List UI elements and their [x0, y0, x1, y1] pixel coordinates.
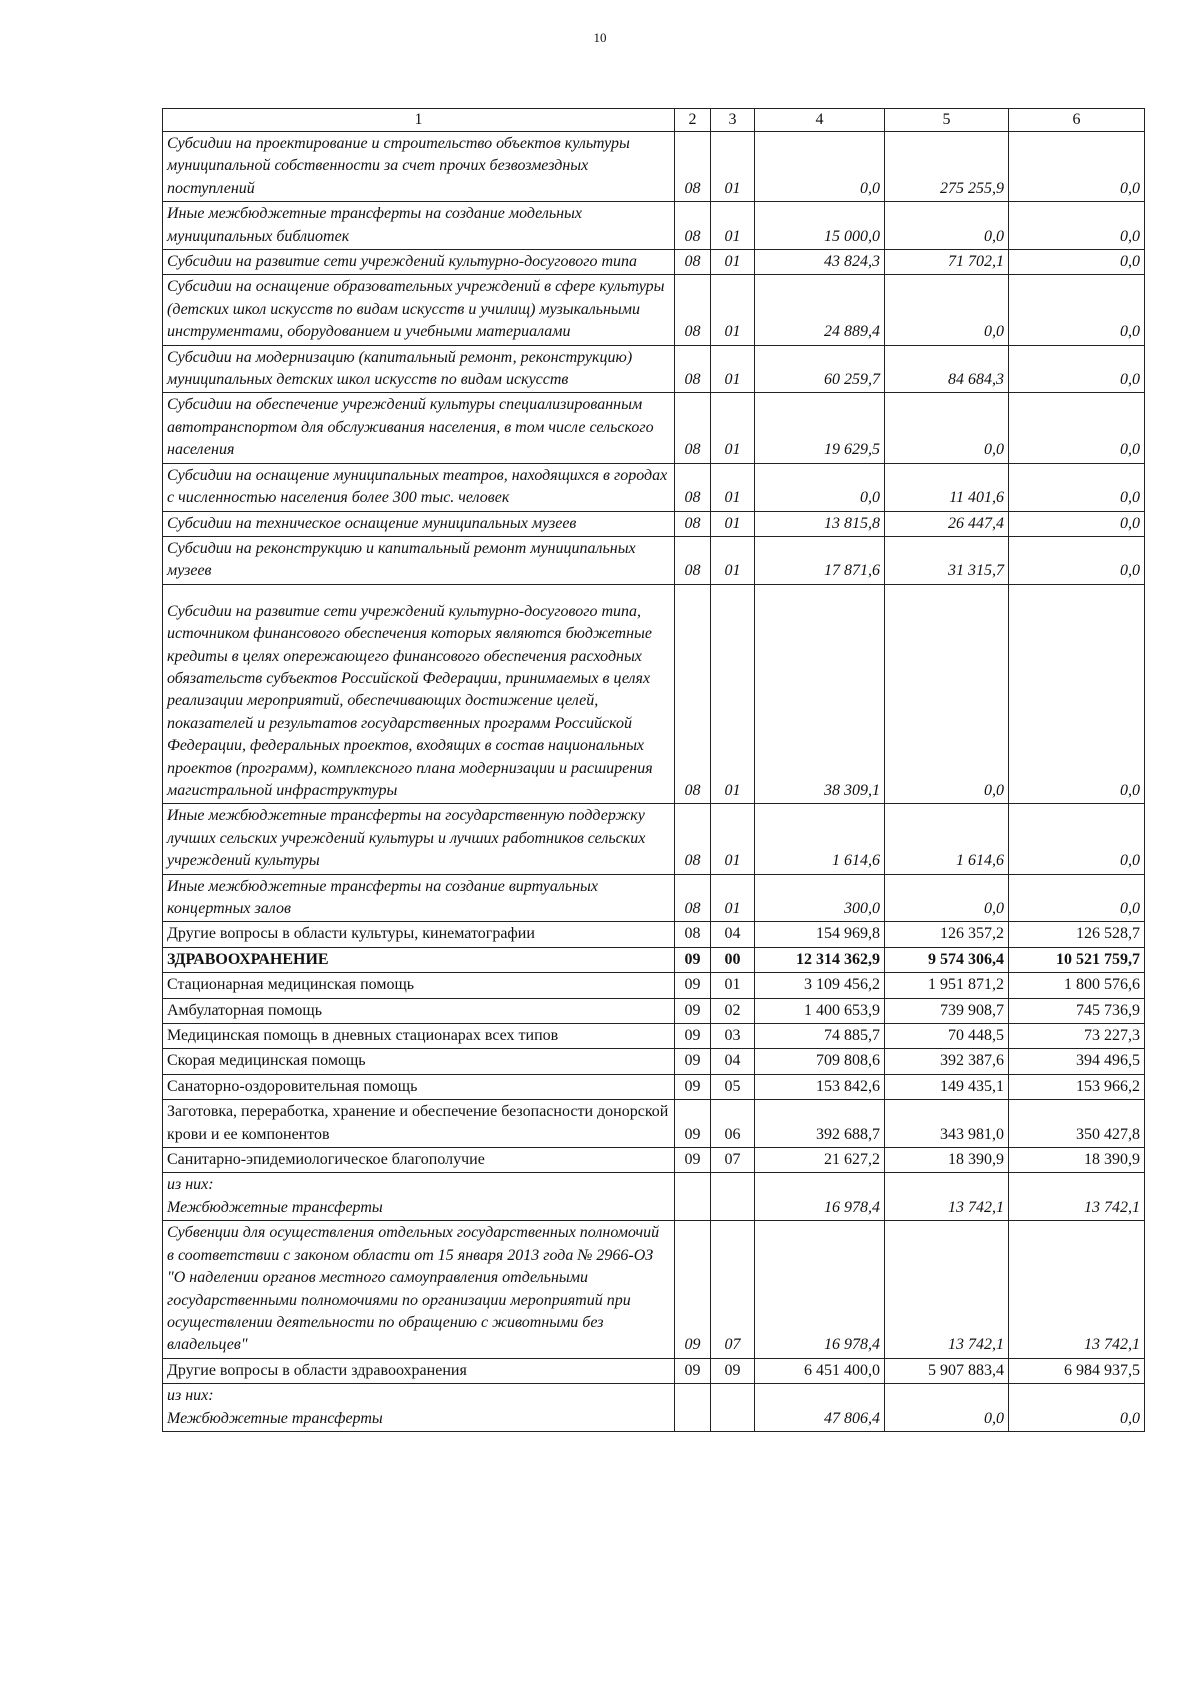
row-name-cell: Субсидии на обеспечение учреждений культуры специализированным автотранспортом для обслуживания населения, в том числе сельского населения — [163, 393, 675, 463]
table-row — [163, 536, 1145, 584]
row-name-cell: Субсидии на оснащение муниципальных театров, находящихся в городах с численностью населения более 300 тыс. человек — [163, 463, 675, 511]
subsection-code-cell: 01 — [711, 584, 755, 804]
value-col5-cell: 31 315,7 — [885, 536, 1009, 584]
subsection-code-cell: 03 — [711, 1024, 755, 1049]
header-cell: 1 — [163, 109, 675, 132]
row-name-cell: Медицинская помощь в дневных стационарах всех типов — [163, 1024, 675, 1049]
value-col4-cell: 16 978,4 — [755, 1221, 885, 1358]
row-name-cell: Субсидии на реконструкцию и капитальный ремонт муниципальных музеев — [163, 536, 675, 584]
value-col6-cell: 0,0 — [1009, 202, 1145, 250]
section-code-cell: 09 — [675, 1100, 711, 1148]
value-col6-cell: 153 966,2 — [1009, 1074, 1145, 1099]
value-col5-cell: 18 390,9 — [885, 1148, 1009, 1173]
value-col4-cell: 3 109 456,2 — [755, 973, 885, 998]
value-col4-cell: 709 808,6 — [755, 1049, 885, 1074]
value-col4-cell: 1 400 653,9 — [755, 998, 885, 1023]
table-row — [163, 1358, 1145, 1383]
row-name-cell: Стационарная медицинская помощь — [163, 973, 675, 998]
subsection-code-cell: 01 — [711, 202, 755, 250]
value-col6-cell: 13 742,1 — [1009, 1173, 1145, 1221]
table-row — [163, 1100, 1145, 1148]
section-code-cell: 09 — [675, 973, 711, 998]
value-col6-cell: 18 390,9 — [1009, 1148, 1145, 1173]
section-code-cell: 09 — [675, 1024, 711, 1049]
value-col4-cell: 392 688,7 — [755, 1100, 885, 1148]
row-name-cell: Субсидии на развитие сети учреждений культурно-досугового типа, источником финансового обеспечения которых являются бюджетные кредиты в целях опережающего финансового обеспечения расходных обязательств субъектов Российской Федерации, принимаемых в целях реализации мероприятий, обеспечивающих достижение целей, показателей и результатов государственных программ Российской Федерации, федеральных проектов, входящих в состав национальных проектов (программ), комплексного плана модернизации и расширения магистральной инфраструктуры — [163, 584, 675, 804]
subsection-code-cell — [711, 1384, 755, 1432]
value-col5-cell: 739 908,7 — [885, 998, 1009, 1023]
subsection-code-cell: 07 — [711, 1148, 755, 1173]
subsection-code-cell: 01 — [711, 463, 755, 511]
section-code-cell: 08 — [675, 202, 711, 250]
value-col5-cell: 0,0 — [885, 202, 1009, 250]
value-col4-cell: 0,0 — [755, 463, 885, 511]
value-col6-cell: 126 528,7 — [1009, 922, 1145, 947]
value-col6-cell: 0,0 — [1009, 1384, 1145, 1432]
table-row — [163, 1074, 1145, 1099]
value-col4-cell: 6 451 400,0 — [755, 1358, 885, 1383]
subsection-code-cell: 01 — [711, 250, 755, 275]
table-row — [163, 804, 1145, 874]
subsection-code-cell: 05 — [711, 1074, 755, 1099]
section-code-cell: 08 — [675, 250, 711, 275]
value-col5-cell: 275 255,9 — [885, 132, 1009, 202]
row-name-cell: Иные межбюджетные трансферты на создание виртуальных концертных залов — [163, 874, 675, 922]
section-code-cell: 09 — [675, 1358, 711, 1383]
subsection-code-cell: 01 — [711, 973, 755, 998]
row-name-cell: ЗДРАВООХРАНЕНИЕ — [163, 947, 675, 972]
table-row — [163, 1148, 1145, 1173]
value-col5-cell: 0,0 — [885, 874, 1009, 922]
section-code-cell — [675, 1173, 711, 1221]
subsection-code-cell: 01 — [711, 804, 755, 874]
subsection-code-cell: 01 — [711, 275, 755, 345]
section-code-cell: 09 — [675, 1221, 711, 1358]
section-code-cell: 09 — [675, 1074, 711, 1099]
section-code-cell: 09 — [675, 998, 711, 1023]
section-code-cell: 09 — [675, 947, 711, 972]
value-col4-cell: 38 309,1 — [755, 584, 885, 804]
section-code-cell: 08 — [675, 345, 711, 393]
row-name-cell: Иные межбюджетные трансферты на государственную поддержку лучших сельских учреждений культуры и лучших работников сельских учреждений культуры — [163, 804, 675, 874]
subsection-code-cell: 02 — [711, 998, 755, 1023]
value-col4-cell: 21 627,2 — [755, 1148, 885, 1173]
value-col5-cell: 149 435,1 — [885, 1074, 1009, 1099]
value-col6-cell: 10 521 759,7 — [1009, 947, 1145, 972]
value-col6-cell: 745 736,9 — [1009, 998, 1145, 1023]
value-col5-cell: 343 981,0 — [885, 1100, 1009, 1148]
table-row — [163, 1221, 1145, 1358]
value-col6-cell: 1 800 576,6 — [1009, 973, 1145, 998]
row-name-cell: Скорая медицинская помощь — [163, 1049, 675, 1074]
row-name-cell: Амбулаторная помощь — [163, 998, 675, 1023]
value-col6-cell: 0,0 — [1009, 393, 1145, 463]
value-col5-cell: 9 574 306,4 — [885, 947, 1009, 972]
row-name-cell: Иные межбюджетные трансферты на создание модельных муниципальных библиотек — [163, 202, 675, 250]
value-col4-cell: 12 314 362,9 — [755, 947, 885, 972]
table-row — [163, 202, 1145, 250]
table-row — [163, 1384, 1145, 1432]
subsection-code-cell: 01 — [711, 345, 755, 393]
value-col5-cell: 126 357,2 — [885, 922, 1009, 947]
table-header-row — [163, 109, 1145, 132]
value-col5-cell: 71 702,1 — [885, 250, 1009, 275]
value-col4-cell: 60 259,7 — [755, 345, 885, 393]
table-row — [163, 345, 1145, 393]
table-row — [163, 1173, 1145, 1221]
value-col5-cell: 0,0 — [885, 1384, 1009, 1432]
value-col4-cell: 0,0 — [755, 132, 885, 202]
subsection-code-cell: 01 — [711, 511, 755, 536]
value-col4-cell: 16 978,4 — [755, 1173, 885, 1221]
table-row — [163, 1049, 1145, 1074]
subsection-code-cell: 01 — [711, 874, 755, 922]
section-code-cell: 08 — [675, 463, 711, 511]
value-col6-cell: 0,0 — [1009, 874, 1145, 922]
row-name-cell: Заготовка, переработка, хранение и обеспечение безопасности донорской крови и ее компонентов — [163, 1100, 675, 1148]
value-col6-cell: 13 742,1 — [1009, 1221, 1145, 1358]
row-name-cell: Субсидии на развитие сети учреждений культурно-досугового типа — [163, 250, 675, 275]
section-code-cell: 08 — [675, 275, 711, 345]
value-col6-cell: 0,0 — [1009, 804, 1145, 874]
section-code-cell: 08 — [675, 584, 711, 804]
table-row — [163, 393, 1145, 463]
row-name-cell: Другие вопросы в области культуры, кинематографии — [163, 922, 675, 947]
section-code-cell: 09 — [675, 1049, 711, 1074]
value-col6-cell: 0,0 — [1009, 584, 1145, 804]
row-name-cell: Санаторно-оздоровительная помощь — [163, 1074, 675, 1099]
table-row — [163, 275, 1145, 345]
table-row — [163, 584, 1145, 804]
value-col5-cell: 0,0 — [885, 393, 1009, 463]
section-code-cell: 08 — [675, 536, 711, 584]
value-col4-cell: 13 815,8 — [755, 511, 885, 536]
value-col5-cell: 84 684,3 — [885, 345, 1009, 393]
subsection-code-cell — [711, 1173, 755, 1221]
value-col5-cell: 5 907 883,4 — [885, 1358, 1009, 1383]
row-name-cell: Санитарно-эпидемиологическое благополучие — [163, 1148, 675, 1173]
subsection-code-cell: 07 — [711, 1221, 755, 1358]
row-name-cell: Субвенции для осуществления отдельных государственных полномочий в соответствии с законом области от 15 января 2013 года № 2966-ОЗ "О наделении органов местного самоуправления отдельными государственными полномочиями по организации мероприятий при осуществлении деятельности по обращению с животными без владельцев" — [163, 1221, 675, 1358]
subsection-code-cell: 01 — [711, 132, 755, 202]
table-row — [163, 463, 1145, 511]
value-col5-cell: 0,0 — [885, 275, 1009, 345]
value-col4-cell: 154 969,8 — [755, 922, 885, 947]
value-col4-cell: 43 824,3 — [755, 250, 885, 275]
value-col4-cell: 1 614,6 — [755, 804, 885, 874]
table-row — [163, 132, 1145, 202]
row-name-cell: из них: Межбюджетные трансферты — [163, 1384, 675, 1432]
table-row — [163, 973, 1145, 998]
value-col5-cell: 1 951 871,2 — [885, 973, 1009, 998]
row-name-cell: Субсидии на оснащение образовательных учреждений в сфере культуры (детских школ искусств по видам искусств и училищ) музыкальными инструментами, оборудованием и учебными материалами — [163, 275, 675, 345]
value-col6-cell: 0,0 — [1009, 345, 1145, 393]
row-name-cell: из них: Межбюджетные трансферты — [163, 1173, 675, 1221]
value-col6-cell: 350 427,8 — [1009, 1100, 1145, 1148]
value-col4-cell: 15 000,0 — [755, 202, 885, 250]
value-col5-cell: 70 448,5 — [885, 1024, 1009, 1049]
value-col4-cell: 17 871,6 — [755, 536, 885, 584]
value-col4-cell: 19 629,5 — [755, 393, 885, 463]
section-code-cell: 08 — [675, 132, 711, 202]
value-col5-cell: 13 742,1 — [885, 1173, 1009, 1221]
table-row — [163, 250, 1145, 275]
page-number: 10 — [593, 30, 607, 45]
budget-table — [162, 108, 1145, 1432]
value-col5-cell: 1 614,6 — [885, 804, 1009, 874]
value-col5-cell: 13 742,1 — [885, 1221, 1009, 1358]
table-row — [163, 1024, 1145, 1049]
subsection-code-cell: 09 — [711, 1358, 755, 1383]
section-code-cell — [675, 1384, 711, 1432]
value-col5-cell: 392 387,6 — [885, 1049, 1009, 1074]
section-code-cell: 08 — [675, 393, 711, 463]
value-col4-cell: 300,0 — [755, 874, 885, 922]
value-col6-cell: 0,0 — [1009, 250, 1145, 275]
header-cell: 2 — [675, 109, 711, 132]
value-col4-cell: 47 806,4 — [755, 1384, 885, 1432]
table-row — [163, 998, 1145, 1023]
value-col6-cell: 0,0 — [1009, 275, 1145, 345]
value-col6-cell: 0,0 — [1009, 132, 1145, 202]
header-cell: 4 — [755, 109, 885, 132]
subsection-code-cell: 04 — [711, 1049, 755, 1074]
row-name-cell: Субсидии на модернизацию (капитальный ремонт, реконструкцию) муниципальных детских школ искусств по видам искусств — [163, 345, 675, 393]
row-name-cell: Субсидии на техническое оснащение муниципальных музеев — [163, 511, 675, 536]
section-code-cell: 08 — [675, 922, 711, 947]
value-col4-cell: 74 885,7 — [755, 1024, 885, 1049]
value-col5-cell: 26 447,4 — [885, 511, 1009, 536]
section-code-cell: 08 — [675, 511, 711, 536]
subsection-code-cell: 04 — [711, 922, 755, 947]
value-col6-cell: 0,0 — [1009, 536, 1145, 584]
value-col5-cell: 11 401,6 — [885, 463, 1009, 511]
section-code-cell: 09 — [675, 1148, 711, 1173]
table-row — [163, 922, 1145, 947]
section-code-cell: 08 — [675, 874, 711, 922]
header-cell: 5 — [885, 109, 1009, 132]
value-col6-cell: 394 496,5 — [1009, 1049, 1145, 1074]
section-code-cell: 08 — [675, 804, 711, 874]
header-cell: 6 — [1009, 109, 1145, 132]
header-cell: 3 — [711, 109, 755, 132]
value-col4-cell: 24 889,4 — [755, 275, 885, 345]
value-col6-cell: 73 227,3 — [1009, 1024, 1145, 1049]
table-row — [163, 511, 1145, 536]
value-col6-cell: 0,0 — [1009, 511, 1145, 536]
subsection-code-cell: 06 — [711, 1100, 755, 1148]
subsection-code-cell: 01 — [711, 536, 755, 584]
row-name-cell: Субсидии на проектирование и строительство объектов культуры муниципальной собственности за счет прочих безвозмездных поступлений — [163, 132, 675, 202]
value-col4-cell: 153 842,6 — [755, 1074, 885, 1099]
value-col5-cell: 0,0 — [885, 584, 1009, 804]
table-row — [163, 874, 1145, 922]
row-name-cell: Другие вопросы в области здравоохранения — [163, 1358, 675, 1383]
table-row — [163, 947, 1145, 972]
value-col6-cell: 0,0 — [1009, 463, 1145, 511]
value-col6-cell: 6 984 937,5 — [1009, 1358, 1145, 1383]
subsection-code-cell: 00 — [711, 947, 755, 972]
subsection-code-cell: 01 — [711, 393, 755, 463]
